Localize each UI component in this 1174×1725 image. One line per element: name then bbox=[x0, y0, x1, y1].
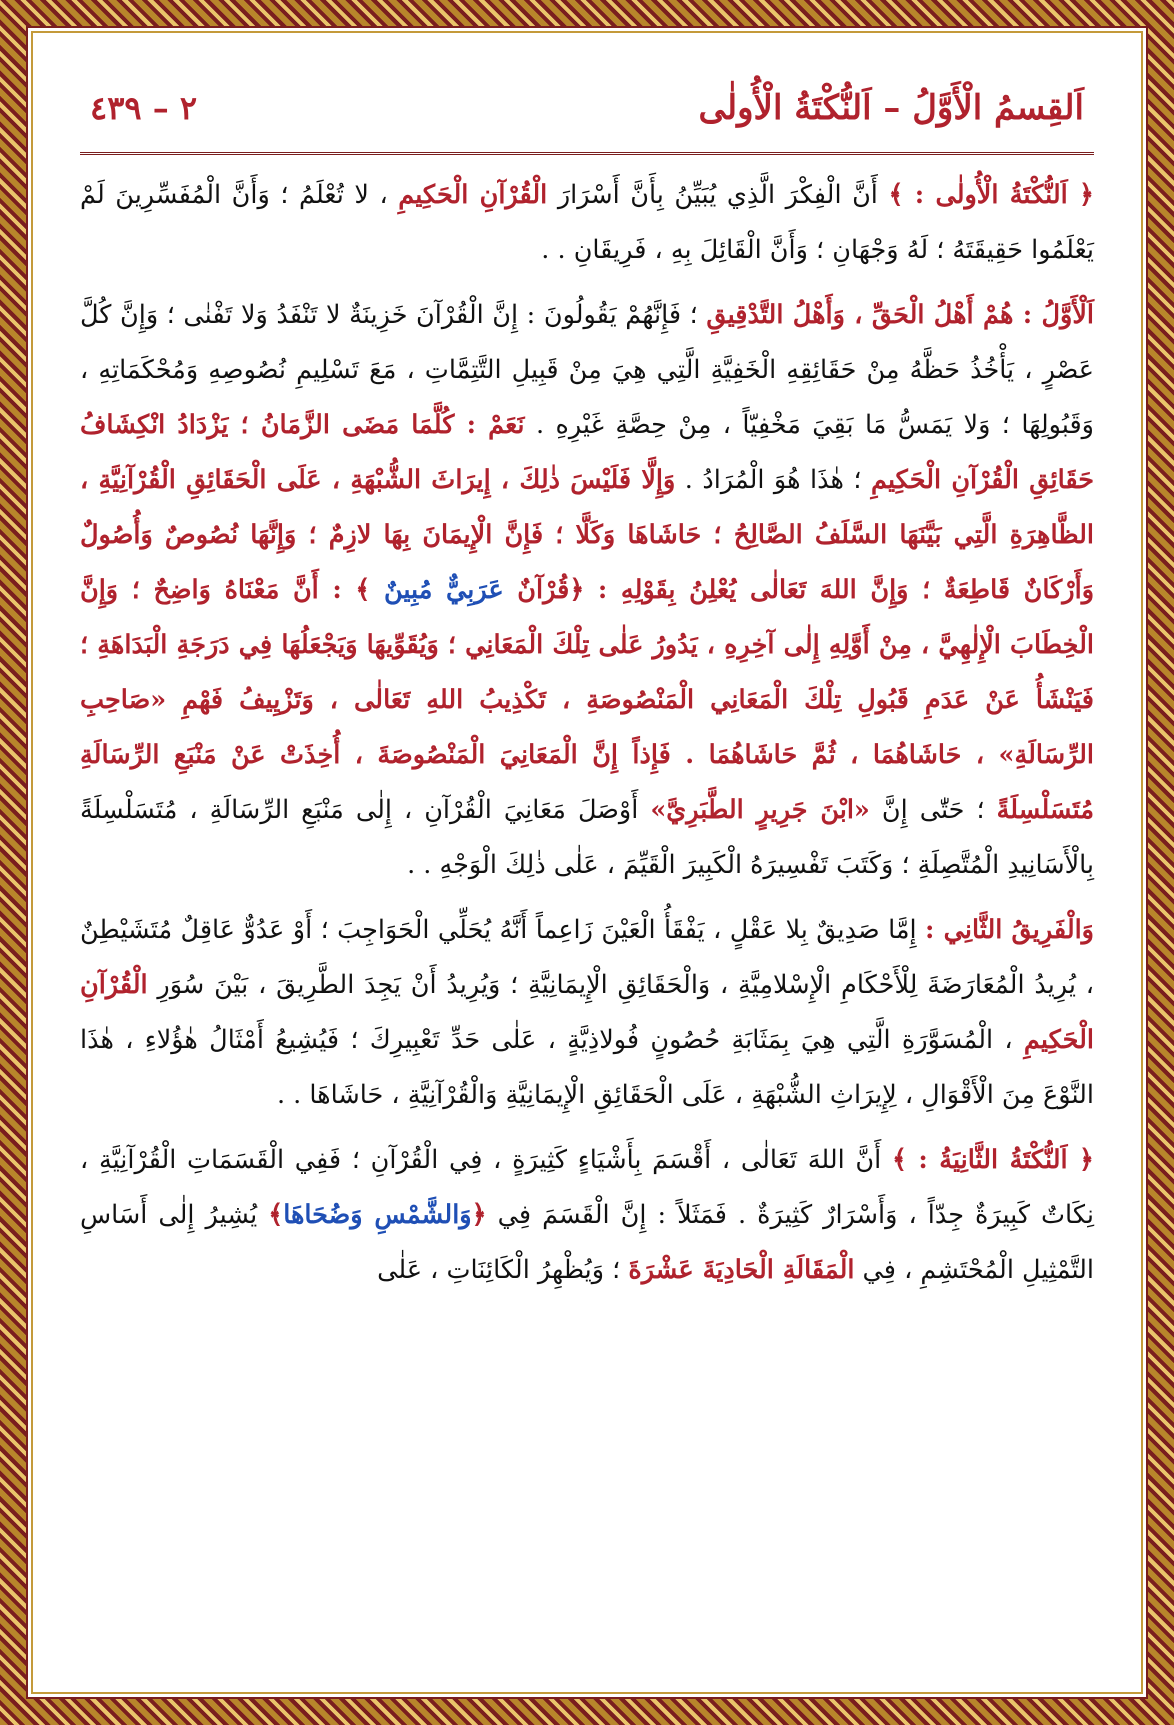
paragraph-1 bbox=[80, 168, 1094, 278]
segment: وَالْفَرِيقُ الثَّانِي : bbox=[925, 915, 1094, 945]
segment: وَإِلَّا فَلَيْسَ ذٰلِكَ ، إِيرَاثَ الشُّبْهَةِ ، عَلَى الْحَقَائِقِ الْقُرْآنِيَّةِ ، الظَّاهِرَةِ الَّتِي بَيَّنَهَا السَّلَفُ الصَّالِحُ ؛ حَاشَاهَا وَكَلَّا ؛ فَإِنَّ الْإِيمَانَ بِهَا لازِمٌ ؛ وَإِنَّهَا نُصُوصٌ وَأُصُولٌ وَأَرْكَانٌ قَاطِعَةٌ ؛ وَإِنَّ اللهَ تَعَالٰى يُعْلِنُ بِقَوْلِهِ : bbox=[80, 465, 1095, 605]
segment: ؛ هٰذَا هُوَ الْمُرَادُ . bbox=[675, 465, 872, 495]
page-header bbox=[60, 78, 1114, 138]
segment: نَعَمْ : كُلَّمَا مَضَى الزَّمَانُ ؛ يَزْدَادُ انْكِشَافُ حَقَائِقِ الْقُرْآنِ الْحَكِيمِ bbox=[80, 410, 1095, 495]
body-text bbox=[80, 168, 1094, 1308]
segment: الْقُرْآنِ الْحَكِيمِ bbox=[80, 970, 1094, 1055]
segment: «ابْنَ جَرِيرٍ الطَّبَرِيَّ» bbox=[650, 795, 870, 825]
segment: الْمَقَالَةِ الْحَادِيَةَ عَشْرَةَ bbox=[628, 1255, 855, 1285]
segment: ﴾ bbox=[268, 1200, 284, 1230]
segment: وَالشَّمْسِ وَضُحَاهَا bbox=[283, 1200, 472, 1230]
segment: ﴿ bbox=[471, 1200, 487, 1230]
segment: ؛ فَإِنَّهُمْ يَقُولُونَ : إِنَّ الْقُرْآنَ خَزِينَةٌ لا تَنْفَدُ وَلا تَفْنٰى ؛ وَإِنَّ كُلَّ عَصْرٍ ، يَأْخُذُ حَظَّهُ مِنْ حَقَائِقِهِ الْخَفِيَّةِ الَّتِي هِيَ مِنْ قَبِيلِ التَّتِمَّاتِ ، مَعَ تَسْلِيمِ نُصُوصِهِ وَمُحْكَمَاتِهِ ، وَقَبُولِهَا ؛ وَلا يَمَسُّ مَا بَقِيَ مَخْفِيّاً ، مِنْ حِصَّةِ غَيْرِهِ . bbox=[80, 300, 1094, 440]
segment: ﴾ : أَنَّ مَعْنَاهُ وَاضِحٌ ؛ وَإِنَّ الْخِطَابَ الْإِلٰهِيَّ ، مِنْ أَوَّلِهِ إِلٰى آخِرِهِ ، يَدُورُ عَلٰى تِلْكَ الْمَعَانِي ؛ وَيُقَوِّيهَا وَيَجْعَلُهَا فِي دَرَجَةِ الْبَدَاهَةِ ؛ فَيَنْشَأُ عَنْ عَدَمِ قَبُولِ تِلْكَ الْمَعَانِي الْمَنْصُوصَةِ ، تَكْذِيبُ اللهِ تَعَالٰى ، وَتَزْيِيفُ فَهْمِ «صَاحِبِ الرِّسَالَةِ» ، حَاشَاهُمَا ، ثُمَّ حَاشَاهُمَا . فَإِذاً إِنَّ الْمَعَانِيَ الْمَنْصُوصَةَ ، أُخِذَتْ عَنْ مَنْبَعِ الرِّسَالَةِ مُتَسَلْسِلَةً bbox=[80, 575, 1094, 825]
segment: ، الْمُسَوَّرَةِ الَّتِي هِيَ بِمَثَابَةِ حُصُونٍ فُولاذِيَّةٍ ، عَلٰى حَدِّ تَعْبِيرِكَ ؛ فَيُشِيعُ أَمْثَالُ هٰؤُلاءِ ، هٰذَا النَّوْعَ مِنَ الْأَقْوَالِ ، لِإِيرَاثِ الشُّبْهَةِ ، عَلَى الْحَقَائِقِ الْإِيمَانِيَّةِ وَالْقُرْآنِيَّةِ ، حَاشَاهَا . . bbox=[80, 1025, 1094, 1110]
segment: ؛ حَتّٰى إِنَّ bbox=[869, 795, 997, 825]
page bbox=[60, 60, 1114, 1665]
segment: إِمَّا صَدِيقٌ بِلا عَقْلٍ ، يَفْقَأُ الْعَيْنَ زَاعِماً أَنَّهُ يُحَلِّي الْحَوَاجِبَ ؛ أَوْ عَدُوٌّ عَاقِلٌ مُتَشَيْطِنٌ ، يُرِيدُ الْمُعَارَضَةَ لِلْأَحْكَامِ الْإِسْلامِيَّةِ ، وَالْحَقَائِقِ الْإِيمَانِيَّةِ ؛ وَيُرِيدُ أَنْ يَجِدَ الطَّرِيقَ ، بَيْنَ سُوَرِ bbox=[80, 915, 1094, 1000]
segment: ، لا تُعْلَمُ ؛ وَأَنَّ الْمُفَسِّرِينَ لَمْ يَعْلَمُوا حَقِيقَتَهُ ؛ لَهُ وَجْهَانِ ؛ وَأَنَّ الْقَائِلَ بِهِ ، فَرِيقَانِ . . bbox=[80, 180, 1094, 265]
segment: الْقُرْآنِ الْحَكِيمِ bbox=[398, 180, 548, 210]
paragraph-3 bbox=[80, 903, 1094, 1123]
segment: عَرَبِيٌّ مُبِينٌ bbox=[383, 575, 504, 605]
segment: اَلْأَوَّلُ : هُمْ أَهْلُ الْحَقِّ ، وَأَهْلُ التَّدْقِيقِ bbox=[706, 300, 1094, 330]
segment: ﴿ اَلنُّكْتَةُ الْأُولٰى : ﴾ bbox=[888, 180, 1094, 210]
segment: أَنَّ اللهَ تَعَالٰى ، أَقْسَمَ بِأَشْيَاءٍ كَثِيرَةٍ ، فِي الْقُرْآنِ ؛ فَفِي الْقَسَمَاتِ الْقُرْآنِيَّةِ ، نِكَاتٌ كَبِيرَةٌ جِدّاً ، وَأَسْرَارٌ كَثِيرَةٌ . فَمَثَلاً : إِنَّ الْقَسَمَ فِي bbox=[80, 1145, 1094, 1230]
paragraph-2 bbox=[80, 288, 1094, 893]
segment: أَنَّ الْفِكْرَ الَّذِي يُبَيِّنُ بِأَنَّ أَسْرَارَ bbox=[547, 180, 889, 210]
header-divider bbox=[80, 152, 1094, 155]
segment: ﴿ اَلنُّكْتَةُ الثَّانِيَةُ : ﴾ bbox=[891, 1145, 1094, 1175]
page-number: ٢ – ٤٣٩ bbox=[90, 89, 198, 127]
segment: يُشِيرُ إِلٰى أَسَاسِ التَّمْثِيلِ الْمُحْتَشِمِ ، فِي bbox=[80, 1200, 1094, 1285]
segment: ؛ وَيُظْهِرُ الْكَائِنَاتِ ، عَلٰى bbox=[377, 1255, 629, 1285]
page-title: اَلقِسمُ الْأَوَّلُ – اَلنُّكْتَةُ الْأُولٰى bbox=[698, 88, 1084, 128]
segment: أَوْصَلَ مَعَانِيَ الْقُرْآنِ ، إِلٰى مَنْبَعِ الرِّسَالَةِ ، مُتَسَلْسِلَةً بِالْأَسَانِيدِ الْمُتَّصِلَةِ ؛ وَكَتَبَ تَفْسِيرَهُ الْكَبِيرَ الْقَيِّمَ ، عَلٰى ذٰلِكَ الْوَجْهِ . . bbox=[80, 795, 1094, 880]
segment: ﴿قُرْآنٌ bbox=[503, 575, 585, 605]
paragraph-4 bbox=[80, 1133, 1094, 1298]
